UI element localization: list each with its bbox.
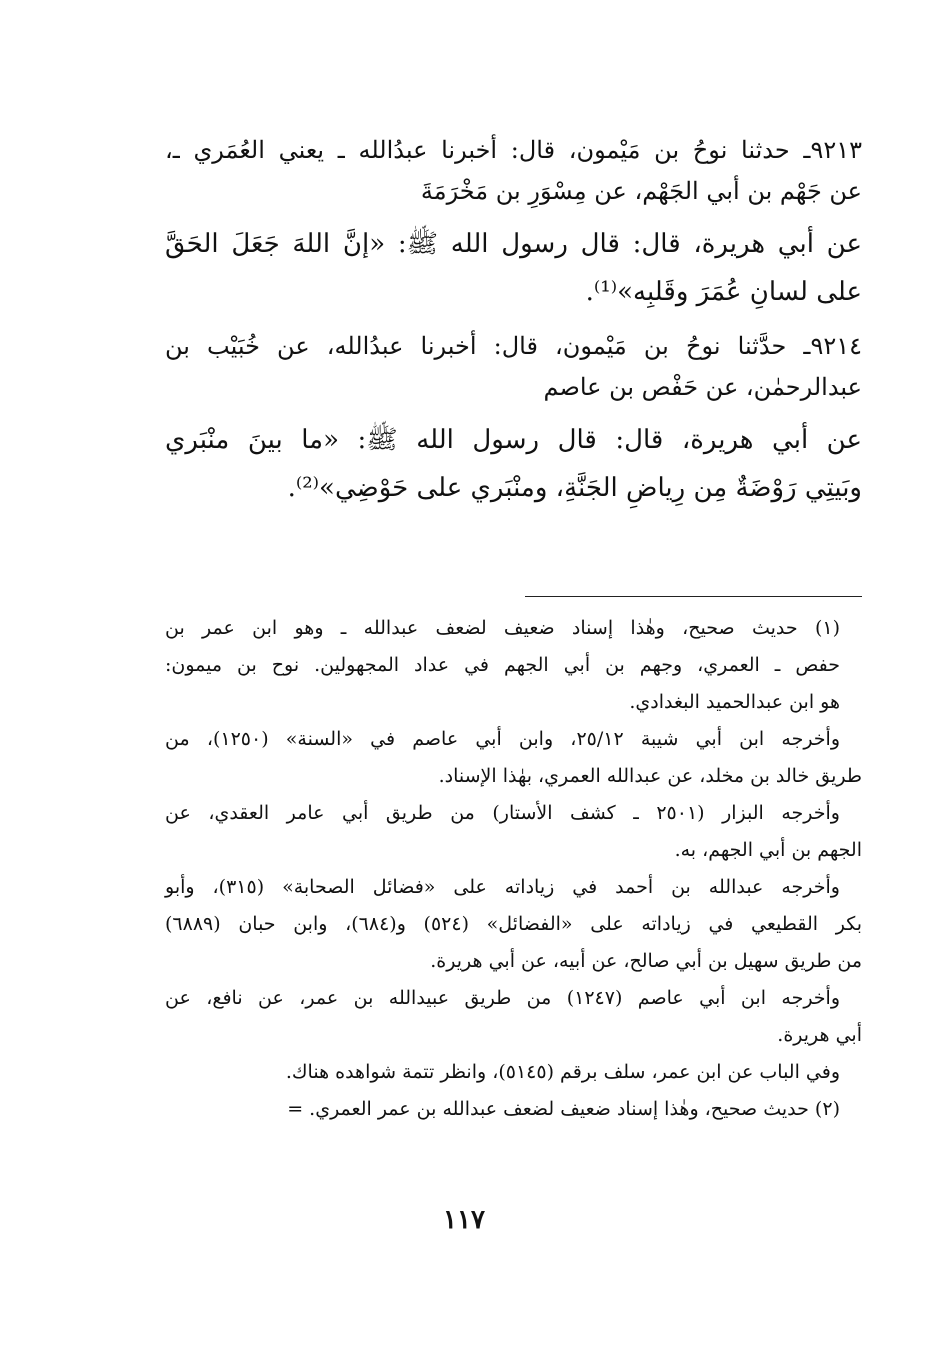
footnote-line: هو ابن عبدالحميد البغدادي. (629, 691, 840, 713)
footnote-line: (١) حديث صحيح، وهٰذا إسناد ضعيف لضعف عبدالله ـ وهو ابن عمر بن (165, 617, 840, 639)
footnote-line: من طريق سهيل بن أبي صالح، عن أبيه، عن أبي هريرة. (430, 950, 862, 972)
footnote-line: وأخرجه البزار (٢٥٠١ ـ كشف الأستار) من طريق أبي عامر العقدي، عن (165, 802, 840, 824)
footnote-line: أبي هريرة. (777, 1024, 862, 1046)
footnote-line: وأخرجه ابن أبي شيبة ٢٥/١٢، وابن أبي عاصم في «السنة» (١٢٥٠)، من (165, 728, 841, 750)
footnote-separator (525, 596, 862, 597)
text-line: عن جَهْم بن أبي الجَهْم، عن مِسْوَرِ بن مَخْرَمَةَ (420, 177, 862, 205)
hadith-9214-matn (165, 416, 862, 512)
text-line: عبدالرحمٰن، عن حَفْص بن عاصم (543, 373, 862, 401)
footnote-line: وأخرجه عبدالله بن أحمد في زياداته على «فضائل الصحابة» (٣١٥)، وأبو (165, 876, 840, 898)
footnote-line: وأخرجه ابن أبي عاصم (١٢٤٧) من طريق عبيدالله بن عمر، عن نافع، عن (165, 987, 840, 1009)
footnote-paragraph (165, 795, 862, 869)
footnote-line: الجهم بن أبي الجهم، به. (674, 839, 862, 861)
text-line: عن أبي هريرة، قال: قال رسول الله ﷺ: «ما بينَ منْبَري (165, 425, 862, 455)
footnote-line: بكر القطيعي في زياداته على «الفضائل» (٥٢٤) و(٦٨٤)، وابن حبان (٦٨٨٩) (165, 913, 862, 935)
footnote-line: حفص ـ العمري، وجهم بن أبي الجهم في عداد المجهولين. نوح بن ميمون: (165, 654, 840, 676)
page-number: ١١٧ (443, 1205, 485, 1235)
hadith-9213-isnad (165, 130, 862, 212)
footnote-paragraph (165, 1054, 862, 1091)
text-line: ٩٢١٣ـ حدثنا نوحُ بن مَيْمون، قال: أخبرنا عبدُالله ـ يعني العُمَري ـ، (165, 136, 862, 164)
footnote-line: وفي الباب عن ابن عمر، سلف برقم (٥١٤٥)، وانظر تتمة شواهده هناك. (285, 1061, 840, 1083)
text-line: وبَيتِي رَوْضَةٌ مِن رِياضِ الجَنَّةِ، ومنْبَري على حَوْضِي»⁽²⁾. (287, 473, 862, 503)
text-line: على لسانِ عُمَرَ وقَلبِه»⁽¹⁾. (585, 277, 862, 307)
footnote-line: طريق خالد بن مخلد، عن عبدالله العمري، بهٰذا الإسناد. (438, 765, 862, 787)
footnote-paragraph (165, 980, 862, 1054)
footnote-1 (165, 610, 862, 721)
text-line: ٩٢١٤ـ حدَّثنا نوحُ بن مَيْمون، قال: أخبرنا عبدُالله، عن خُبَيْب بن (165, 332, 862, 360)
footnote-paragraph (165, 721, 862, 795)
footnotes (165, 610, 862, 1128)
footnote-paragraph (165, 869, 862, 980)
footnote-line: (٢) حديث صحيح، وهٰذا إسناد ضعيف لضعف عبدالله بن عمر العمري. = (287, 1098, 840, 1120)
text-line: عن أبي هريرة، قال: قال رسول الله ﷺ: «إنَّ اللهَ جَعَلَ الحَقَّ (165, 229, 862, 259)
hadith-9214-isnad (165, 326, 862, 408)
hadith-9213-matn (165, 220, 862, 316)
main-text (165, 130, 862, 512)
footnote-2 (165, 1091, 862, 1128)
